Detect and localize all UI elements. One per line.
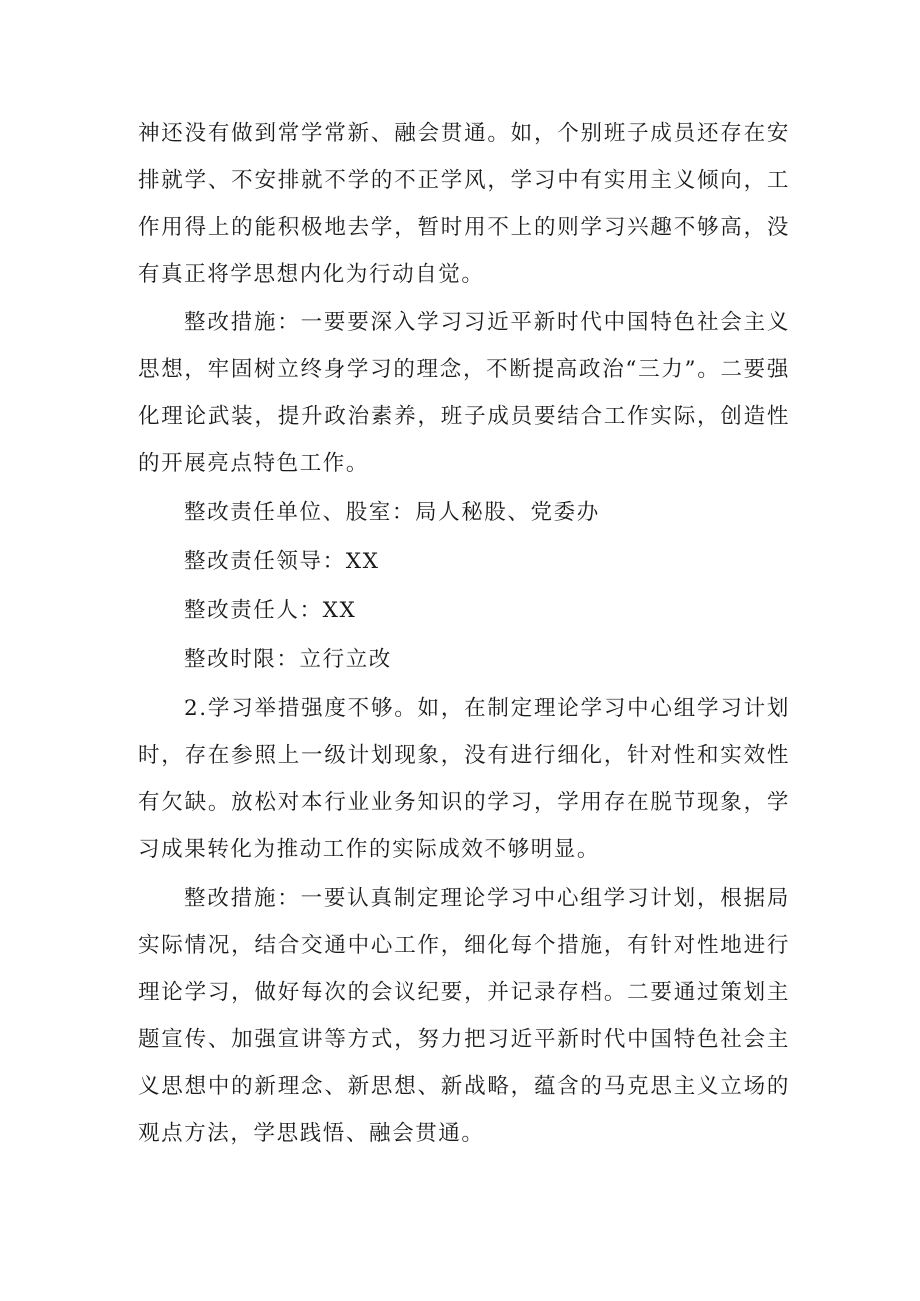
- paragraph-responsible-leader: 整改责任领导：XX: [184, 549, 380, 574]
- paragraph-issue-2: 2.学习举措强度不够。如，在制定理论学习中心组学习计划时，存在参照上一级计划现象，没有进行细化，针对性和实效性有欠缺。放松对本行业业务知识的学习，学用存在脱节现象，学习成果转化为推动工作的实际成效不够明显。: [138, 696, 790, 862]
- paragraph-rectification-measures-1: 整改措施：一要要深入学习习近平新时代中国特色社会主义思想，牢固树立终身学习的理念，不断提高政治“三力”。二要强化理论武装，提升政治素养，班子成员要结合工作实际，创造性的开展亮点特色工作。: [138, 310, 790, 476]
- paragraph-responsible-unit: 整改责任单位、股室：局人秘股、党委办: [184, 500, 600, 525]
- paragraph-responsible-person: 整改责任人：XX: [184, 598, 357, 623]
- paragraph-deadline: 整改时限：立行立改: [184, 647, 392, 672]
- paragraph-continuation: 神还没有做到常学常新、融会贯通。如，个别班子成员还存在安排就学、不安排就不学的不正学风，学习中有实用主义倾向，工作用得上的能积极地去学，暂时用不上的则学习兴趣不够高，没有真正将学思想内化为行动自觉。: [138, 121, 790, 287]
- document-body: [138, 110, 790, 1157]
- paragraph-rectification-measures-2: 整改措施：一要认真制定理论学习中心组学习计划，根据局实际情况，结合交通中心工作，细化每个措施，有针对性地进行理论学习，做好每次的会议纪要，并记录存档。二要通过策划主题宣传、加强宣讲等方式，努力把习近平新时代中国特色社会主义思想中的新理念、新思想、新战略，蕴含的马克思主义立场的观点方法，学思践悟、融会贯通。: [138, 886, 790, 1146]
